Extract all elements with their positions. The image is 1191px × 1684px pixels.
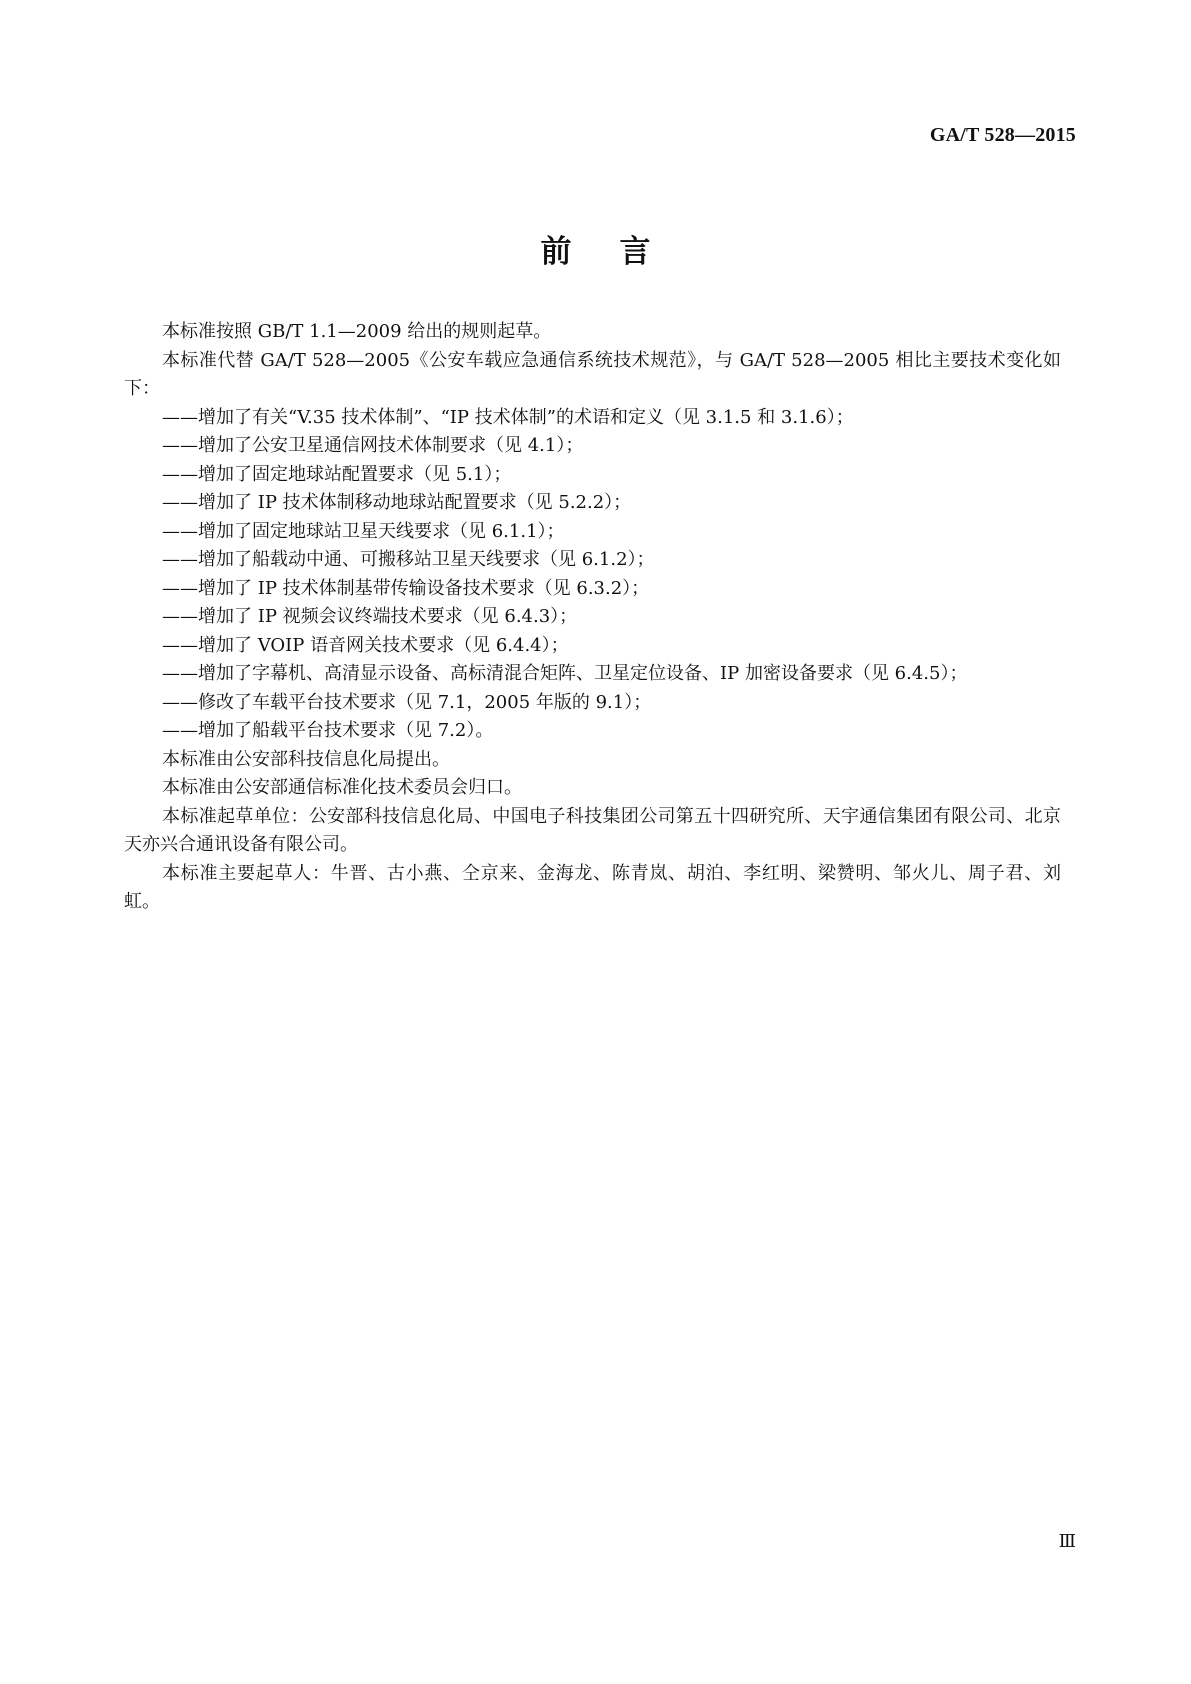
paragraph-proposer: 本标准由公安部科技信息化局提出。 [162, 748, 450, 770]
change-item: ——修改了车载平台技术要求（见 7.1，2005 年版的 9.1）； [162, 691, 652, 713]
change-item: ——增加了 IP 技术体制移动地球站配置要求（见 5.2.2）； [162, 492, 632, 513]
foreword-body [124, 318, 1061, 917]
change-item: ——增加了船载平台技术要求（见 7.2）。 [162, 720, 494, 741]
change-item: ——增加了有关“V.35 技术体制”、“IP 技术体制”的术语和定义（见 3.1.5 和 3.1.6）； [162, 406, 854, 428]
change-item: ——增加了 IP 视频会议终端技术要求（见 6.4.3）； [162, 606, 578, 627]
paragraph-drafting-units: 本标准起草单位：公安部科技信息化局、中国电子科技集团公司第五十四研究所、天宇通信集团有限公司、北京天亦兴合通讯设备有限公司。 [124, 805, 1061, 855]
paragraph-drafters: 本标准主要起草人：牛晋、古小燕、仝京来、金海龙、陈青岚、胡泊、李红明、梁赞明、邹火儿、周子君、刘虹。 [124, 862, 1061, 912]
page-number: Ⅲ [1058, 1531, 1076, 1551]
change-item: ——增加了固定地球站配置要求（见 5.1）； [162, 463, 512, 485]
paragraph-replacement: 本标准代替 GA/T 528—2005《公安车载应急通信系统技术规范》，与 GA/T 528—2005 相比主要技术变化如下： [124, 349, 1061, 399]
paragraph-drafting-rules: 本标准按照 GB/T 1.1—2009 给出的规则起草。 [162, 321, 552, 342]
document-code: GA/T 528—2015 [929, 124, 1076, 146]
page-title: 前言 [540, 234, 699, 270]
paragraph-administrator: 本标准由公安部通信标准化技术委员会归口。 [162, 777, 522, 798]
change-item: ——增加了船载动中通、可搬移站卫星天线要求（见 6.1.2）； [162, 549, 655, 570]
change-item: ——增加了字幕机、高清显示设备、高标清混合矩阵、卫星定位设备、IP 加密设备要求（见 6.4.5）； [162, 663, 968, 684]
change-item: ——增加了 IP 技术体制基带传输设备技术要求（见 6.3.2）； [162, 577, 650, 599]
change-item: ——增加了公安卫星通信网技术体制要求（见 4.1）； [162, 435, 584, 456]
change-item: ——增加了 VOIP 语音网关技术要求（见 6.4.4）； [162, 634, 569, 656]
change-item: ——增加了固定地球站卫星天线要求（见 6.1.1）； [162, 520, 565, 542]
